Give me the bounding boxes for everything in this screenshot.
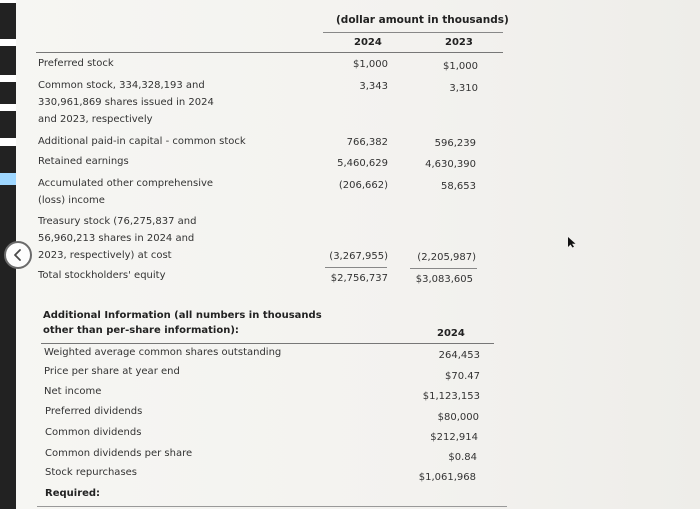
value-2024-total-equity: $2,756,737 [330, 273, 388, 284]
row-label-additional-paid-in-capital: Additional paid-in capital - common stock [38, 136, 246, 147]
subtotal-rule-2024 [325, 267, 387, 268]
header-bottom-rule [36, 52, 503, 53]
info-value-preferred-dividends: $80,000 [437, 412, 479, 423]
additional-info-title-line2: other than per-share information): [43, 325, 239, 336]
mouse-pointer-icon [567, 236, 577, 248]
info-label-price-per-share: Price per share at year end [44, 366, 180, 377]
header-rule [323, 32, 503, 33]
value-2024-preferred-stock: $1,000 [353, 59, 388, 70]
info-label-common-dividends-per-share: Common dividends per share [45, 448, 193, 459]
value-2023-total-equity: $3,083,605 [415, 274, 473, 285]
info-label-weighted-average-shares: Weighted average common shares outstanding [44, 347, 282, 358]
chevron-left-icon [11, 248, 25, 262]
row-label-preferred-stock: Preferred stock [38, 58, 114, 69]
row-label-common-stock: Common stock, 334,328,193 and 330,961,869 shares issued in 2024 and 2023, respectively [38, 80, 214, 125]
column-header-2023: 2023 [445, 37, 473, 48]
row-label-accumulated-oci: Accumulated other comprehensive (loss) income [38, 178, 214, 206]
required-label: Required: [45, 488, 101, 499]
back-button[interactable] [4, 241, 32, 269]
info-label-common-dividends: Common dividends [45, 427, 142, 438]
strip-segment [0, 75, 16, 82]
subtotal-rule-2023 [410, 268, 477, 269]
row-label-treasury-stock: Treasury stock (76,275,837 and 56,960,213 shares in 2024 and 2023, respectively) at cost [38, 216, 197, 261]
value-2023-retained-earnings: 4,630,390 [425, 159, 476, 170]
value-2024-retained-earnings: 5,460,629 [337, 158, 388, 169]
info-label-net-income: Net income [44, 386, 102, 397]
info-label-preferred-dividends: Preferred dividends [45, 406, 143, 417]
info-value-price-per-share: $70.47 [445, 371, 480, 382]
strip-segment [0, 39, 16, 46]
info-value-common-dividends: $212,914 [430, 432, 478, 443]
strip-segment [0, 138, 16, 146]
value-2024-treasury-stock: (3,267,955) [329, 251, 388, 262]
value-2023-common-stock: 3,310 [449, 83, 478, 94]
info-value-common-dividends-per-share: $0.84 [448, 452, 477, 463]
bottom-rule [37, 506, 507, 507]
value-2024-accumulated-oci: (206,662) [338, 180, 388, 191]
value-2023-accumulated-oci: 58,653 [441, 181, 476, 192]
info-value-stock-repurchases: $1,061,968 [418, 472, 476, 483]
value-2023-treasury-stock: (2,205,987) [417, 252, 476, 263]
value-2024-paid-in-capital: 766,382 [346, 137, 388, 148]
value-2023-paid-in-capital: 596,239 [434, 138, 476, 149]
strip-segment [0, 104, 16, 111]
value-2023-preferred-stock: $1,000 [443, 61, 478, 72]
additional-info-year-header: 2024 [437, 328, 465, 339]
additional-info-title-line1: Additional Information (all numbers in thousands [43, 310, 322, 321]
info-value-net-income: $1,123,153 [422, 391, 480, 402]
additional-info-header-rule [41, 343, 494, 344]
strip-segment-active [0, 173, 16, 185]
value-2024-common-stock: 3,343 [359, 81, 388, 92]
column-header-2024: 2024 [354, 37, 382, 48]
strip-segment [0, 0, 16, 3]
row-label-total-equity: Total stockholders' equity [38, 270, 166, 281]
units-header: (dollar amount in thousands) [336, 14, 509, 26]
info-value-weighted-average-shares: 264,453 [438, 350, 480, 361]
row-label-retained-earnings: Retained earnings [38, 156, 129, 167]
info-label-stock-repurchases: Stock repurchases [45, 467, 138, 478]
